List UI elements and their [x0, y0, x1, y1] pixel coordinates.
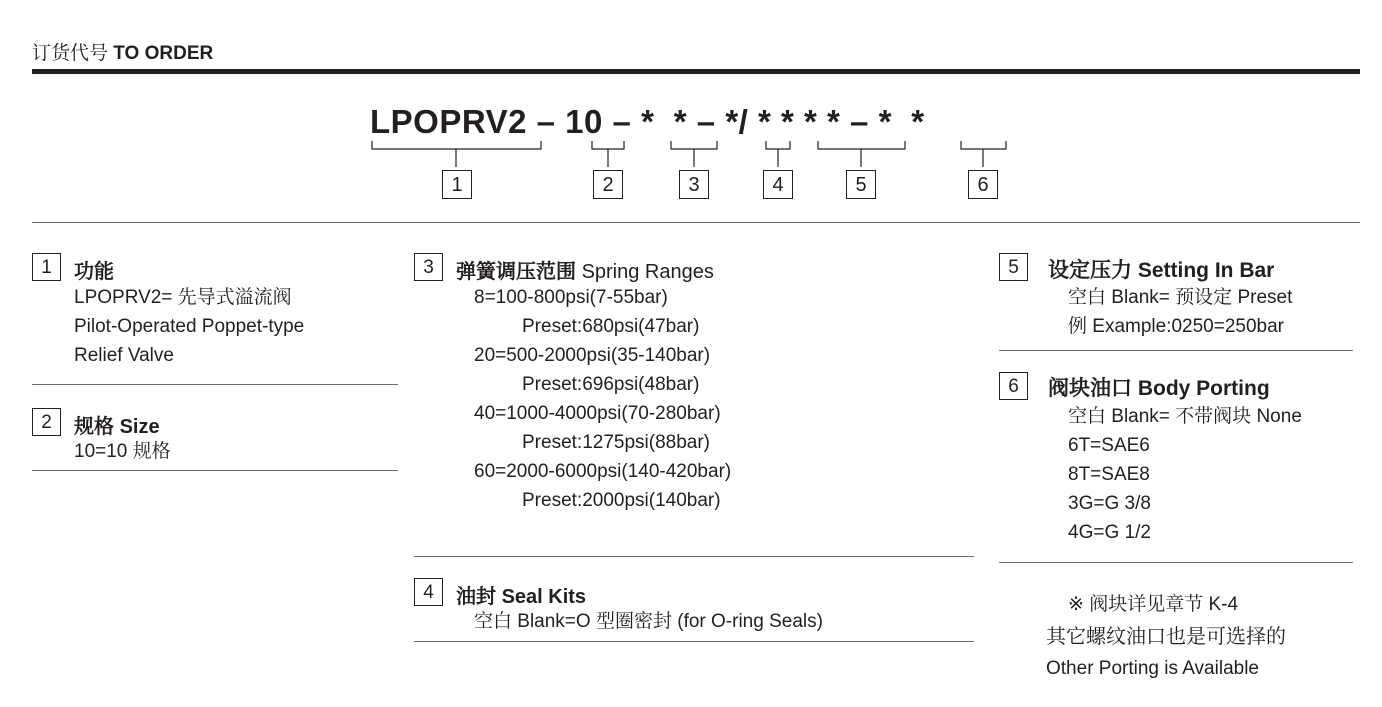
code-box-5: 5 [846, 170, 876, 199]
code-size: 10 [565, 103, 603, 140]
section-5-title [1048, 254, 1274, 284]
section-3-number: 3 [414, 253, 443, 281]
section-1-line: Pilot-Operated Poppet-type [74, 316, 305, 337]
section-5-rule [999, 350, 1353, 351]
section-5-number: 5 [999, 253, 1028, 281]
section-5-title-en: Setting In Bar [1137, 259, 1275, 282]
section-6-line: 6T=SAE6 [1068, 435, 1150, 456]
section-3-line: Preset:1275psi(88bar) [522, 432, 710, 453]
section-2-number: 2 [32, 408, 61, 436]
section-5-line: 空白 Blank= 预设定 Preset [1068, 287, 1293, 308]
section-1-title [74, 255, 114, 284]
section-3-title [456, 255, 714, 284]
section-4-title-cn: 油封 [456, 586, 496, 608]
code-spring: * * [641, 103, 688, 140]
section-2-title [74, 410, 160, 439]
code-model: LPOPRV2 [370, 103, 527, 140]
code-box-3: 3 [679, 170, 709, 199]
bracket-6 [961, 141, 1006, 167]
section-6-line: 8T=SAE8 [1068, 464, 1150, 485]
section-4-line: 空白 Blank=O 型圈密封 (for O-ring Seals) [474, 611, 823, 632]
code-dash: – [612, 103, 632, 140]
code-box-2: 2 [593, 170, 623, 199]
title-cn: 订货代号 [32, 43, 109, 64]
bracket-5 [818, 141, 905, 167]
section-3-line: 8=100-800psi(7-55bar) [474, 287, 668, 308]
section-1-title-cn: 功能 [74, 261, 114, 283]
section-5-line: 例 Example:0250=250bar [1068, 316, 1285, 337]
section-6-line: 3G=G 3/8 [1068, 493, 1151, 514]
section-2-title-en: Size [119, 416, 160, 438]
section-3-line: Preset:2000psi(140bar) [522, 490, 721, 511]
code-dash: – [696, 103, 716, 140]
section-6-title-cn: 阀块油口 [1048, 377, 1132, 400]
section-3-line: 40=1000-4000psi(70-280bar) [474, 403, 721, 424]
code-setting: * * * * [758, 103, 841, 140]
code-slash: / [738, 103, 749, 140]
bracket-3 [671, 141, 717, 167]
section-6-number: 6 [999, 372, 1028, 400]
section-2-title-cn: 规格 [74, 416, 114, 438]
section-4-number: 4 [414, 578, 443, 606]
section-3-line: Preset:680psi(47bar) [522, 316, 700, 337]
code-porting: * * [878, 103, 925, 140]
code-box-1: 1 [442, 170, 472, 199]
code-seal: * [725, 103, 739, 140]
note-line: Other Porting is Available [1046, 658, 1259, 679]
note-line: 其它螺纹油口也是可选择的 [1046, 626, 1286, 648]
section-4-rule [414, 641, 974, 642]
section-3-title-cn: 弹簧调压范围 [456, 261, 576, 283]
section-1-line: Relief Valve [74, 345, 174, 366]
section-1-rule [32, 384, 398, 385]
bracket-4 [766, 141, 790, 167]
code-box-4: 4 [763, 170, 793, 199]
code-dash: – [536, 103, 556, 140]
section-4-title-en: Seal Kits [501, 586, 587, 608]
section-6-line: 4G=G 1/2 [1068, 522, 1151, 543]
section-6-rule [999, 562, 1353, 563]
section-3-rule [414, 556, 974, 557]
code-brackets [0, 0, 1382, 180]
section-3-line: 20=500-2000psi(35-140bar) [474, 345, 711, 366]
section-2-line: 10=10 规格 [74, 441, 171, 462]
section-divider [32, 222, 1360, 223]
section-6-line: 空白 Blank= 不带阀块 None [1068, 406, 1302, 427]
section-2-rule [32, 470, 398, 471]
section-1-line: LPOPRV2= 先导式溢流阀 [74, 287, 292, 308]
bracket-1 [372, 141, 541, 167]
section-4-title [456, 580, 586, 609]
section-1-number: 1 [32, 253, 61, 281]
bracket-2 [592, 141, 624, 167]
section-3-title-en: Spring Ranges [581, 261, 714, 283]
section-6-title [1048, 372, 1270, 402]
code-box-6: 6 [968, 170, 998, 199]
section-5-title-cn: 设定压力 [1048, 259, 1132, 282]
section-3-line: 60=2000-6000psi(140-420bar) [474, 461, 732, 482]
code-dash: – [850, 103, 869, 140]
note-line: ※ 阀块详见章节 K-4 [1068, 594, 1239, 615]
title-en: TO ORDER [113, 43, 214, 64]
section-3-line: Preset:696psi(48bar) [522, 374, 700, 395]
section-6-title-en: Body Porting [1137, 377, 1270, 400]
